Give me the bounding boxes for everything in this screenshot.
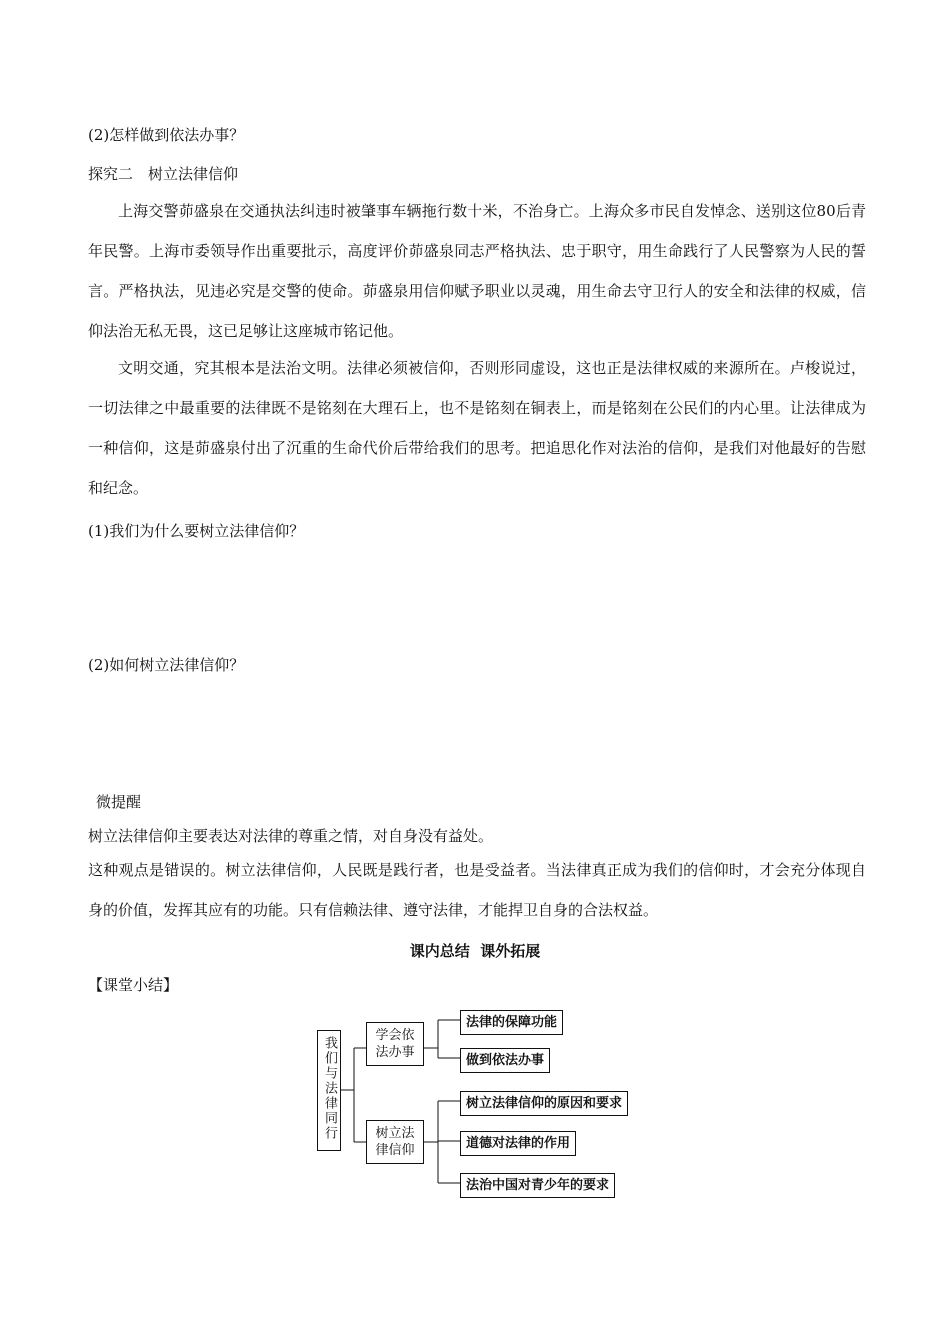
question-2-rule-of-law: (2)怎样做到依法办事？ xyxy=(88,126,245,144)
leaf-morality-role-on-law: 道德对法律的作用 xyxy=(460,1131,576,1156)
class-summary-label: 【课堂小结】 xyxy=(88,976,179,994)
case-paragraph-2: 文明交通，究其根本是法治文明。法律必须被信仰，否则形同虚设，这也正是法律权威的来源所在。卢梭说过，一切法律之中最重要的法律既不是铭刻在大理石上，也不是铭刻在铜表上，而是铭刻在公民们的内心里。让法律成为一种信仰，这是茆盛泉付出了沉重的生命代价后带给我们的思考。把追思化作对法治的信仰，是我们对他最好的告慰和纪念。 xyxy=(88,359,866,497)
branch-learn-lawful-conduct: 学会依法办事 xyxy=(366,1022,424,1066)
concept-map-root: 我们与法律同行 xyxy=(317,1030,341,1151)
leaf-belief-reasons-requirements: 树立法律信仰的原因和要求 xyxy=(460,1091,628,1116)
tip-statement: 树立法律信仰主要表达对法律的尊重之情，对自身没有益处。 xyxy=(88,827,494,845)
leaf-act-according-to-law: 做到依法办事 xyxy=(460,1048,550,1073)
question-2-how-belief: (2)如何树立法律信仰？ xyxy=(88,656,245,674)
tip-explanation: 这种观点是错误的。树立法律信仰，人民既是践行者，也是受益者。当法律真正成为我们的信仰时，才会充分体现自身的价值，发挥其应有的功能。只有信赖法律、遵守法律，才能捍卫自身的合法权益。 xyxy=(88,861,866,919)
summary-section-title: 课内总结 课外拓展 xyxy=(409,942,541,960)
case-paragraph-1: 上海交警茆盛泉在交通执法纠违时被肇事车辆拖行数十米，不治身亡。上海众多市民自发悼念、送别这位80后青年民警。上海市委领导作出重要批示，高度评价茆盛泉同志严格执法、忠于职守，用生命践行了人民警察为人民的誓言。严格执法，见违必究是交警的使命。茆盛泉用信仰赋予职业以灵魂，用生命去守卫行人的安全和法律的权威，信仰法治无私无畏，这已足够让这座城市铭记他。 xyxy=(88,202,866,340)
branch-establish-legal-belief: 树立法律信仰 xyxy=(366,1120,424,1164)
section-heading-inquiry-2: 探究二 树立法律信仰 xyxy=(88,165,239,183)
tip-title: 微提醒 xyxy=(96,793,142,811)
leaf-rule-of-law-youth-requirements: 法治中国对青少年的要求 xyxy=(460,1173,615,1198)
question-1-why-belief: (1)我们为什么要树立法律信仰？ xyxy=(88,522,305,540)
leaf-law-protection-function: 法律的保障功能 xyxy=(460,1010,563,1035)
